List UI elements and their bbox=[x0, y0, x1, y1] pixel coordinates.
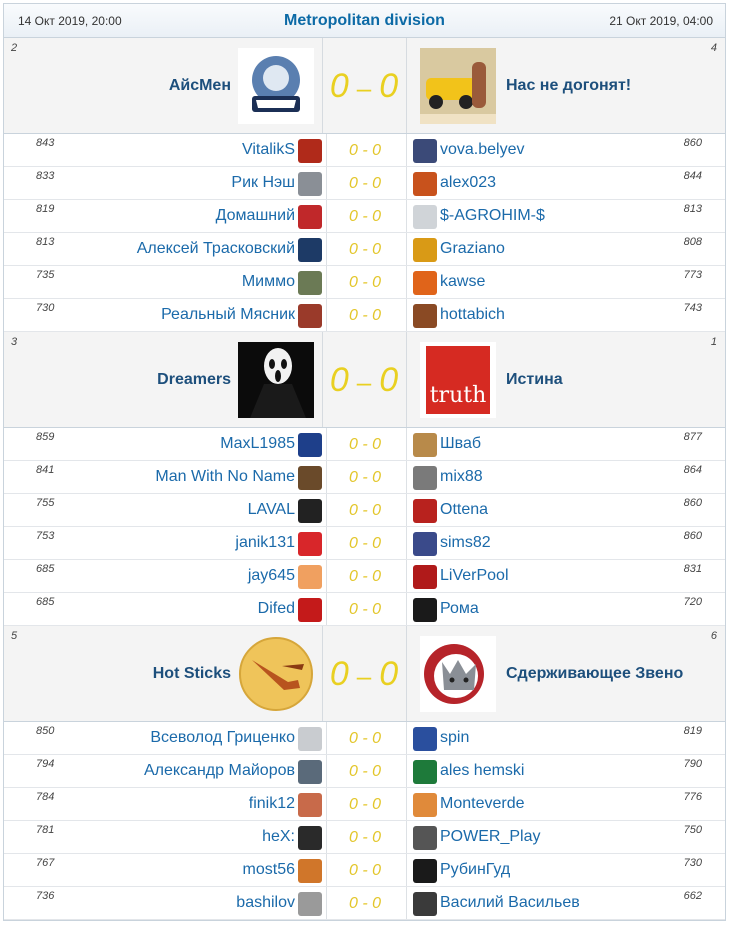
player-matchup-row bbox=[4, 200, 725, 233]
player-matchup-row bbox=[4, 722, 725, 755]
right-player-name[interactable]: Рома bbox=[440, 600, 479, 617]
division-title[interactable]: Metropolitan division bbox=[284, 12, 445, 29]
player-matchup-row bbox=[4, 299, 725, 332]
divider bbox=[406, 722, 407, 754]
divider bbox=[406, 332, 407, 427]
left-player-avatar[interactable] bbox=[298, 760, 322, 784]
right-player-avatar[interactable] bbox=[413, 238, 437, 262]
left-player-name[interactable]: LAVAL bbox=[247, 501, 295, 518]
right-player-name[interactable]: kawse bbox=[440, 273, 486, 290]
player-score: 0 - 0 bbox=[348, 601, 381, 618]
left-team-seed: 2 bbox=[11, 42, 18, 54]
match-header bbox=[4, 332, 725, 428]
right-player-name[interactable]: Шваб bbox=[440, 435, 482, 452]
divider bbox=[406, 788, 407, 820]
left-player-avatar[interactable] bbox=[298, 499, 322, 523]
right-player-name[interactable]: hottabich bbox=[440, 306, 505, 323]
right-player-avatar[interactable] bbox=[413, 205, 437, 229]
divider bbox=[406, 494, 407, 526]
left-player-name[interactable]: Реальный Мясник bbox=[161, 306, 295, 323]
score-separator: – bbox=[356, 661, 372, 691]
left-player-rating: 736 bbox=[36, 890, 55, 902]
right-player-rating: 790 bbox=[683, 758, 702, 770]
player-matchup-row bbox=[4, 428, 725, 461]
ghost-mask-logo-icon[interactable] bbox=[238, 342, 314, 418]
left-player-name[interactable]: jay645 bbox=[247, 567, 295, 584]
left-player-name[interactable]: Всеволод Гриценко bbox=[150, 729, 295, 746]
iceman-logo-icon[interactable] bbox=[238, 48, 314, 124]
right-player-avatar[interactable] bbox=[413, 139, 437, 163]
right-player-rating: 831 bbox=[683, 563, 702, 575]
left-player-avatar[interactable] bbox=[298, 172, 322, 196]
right-player-name[interactable]: POWER_Play bbox=[440, 828, 541, 845]
left-player-name[interactable]: most56 bbox=[242, 861, 295, 878]
left-player-name[interactable]: Александр Майоров bbox=[143, 762, 295, 779]
divider bbox=[406, 755, 407, 787]
left-player-name[interactable]: Домашний bbox=[215, 207, 295, 224]
right-player-rating: 720 bbox=[683, 596, 702, 608]
division-header bbox=[4, 4, 725, 38]
left-player-rating: 850 bbox=[36, 725, 55, 737]
left-player-rating: 781 bbox=[36, 824, 55, 836]
left-player-avatar[interactable] bbox=[298, 532, 322, 556]
left-player-name[interactable]: finik12 bbox=[248, 795, 295, 812]
right-player-name[interactable]: ales hemski bbox=[440, 762, 525, 779]
player-score: 0 - 0 bbox=[348, 175, 381, 192]
player-matchup-row bbox=[4, 593, 725, 626]
right-player-avatar[interactable] bbox=[413, 499, 437, 523]
truth-logo-icon[interactable] bbox=[420, 342, 496, 418]
left-player-name[interactable]: Man With No Name bbox=[155, 468, 295, 485]
score-separator: – bbox=[356, 367, 372, 397]
divider bbox=[406, 266, 407, 298]
left-player-avatar[interactable] bbox=[298, 826, 322, 850]
left-player-rating: 735 bbox=[36, 269, 55, 281]
right-player-avatar[interactable] bbox=[413, 892, 437, 916]
right-player-rating: 860 bbox=[683, 137, 702, 149]
left-player-avatar[interactable] bbox=[298, 466, 322, 490]
left-player-rating: 843 bbox=[36, 137, 55, 149]
right-player-name[interactable]: alex023 bbox=[440, 174, 497, 191]
right-player-avatar[interactable] bbox=[413, 793, 437, 817]
right-player-name[interactable]: Monteverde bbox=[440, 795, 525, 812]
yellow-car-logo-icon[interactable] bbox=[420, 48, 496, 124]
divider bbox=[406, 887, 407, 919]
left-player-name[interactable]: VitalikS bbox=[241, 141, 295, 158]
divider bbox=[406, 821, 407, 853]
start-date: 14 Окт 2019, 20:00 bbox=[18, 14, 122, 28]
right-player-avatar[interactable] bbox=[413, 304, 437, 328]
left-player-avatar[interactable] bbox=[298, 793, 322, 817]
player-matchup-row bbox=[4, 788, 725, 821]
right-player-name[interactable]: vova.belyev bbox=[440, 141, 525, 158]
left-player-rating: 685 bbox=[36, 596, 55, 608]
left-player-rating: 819 bbox=[36, 203, 55, 215]
right-player-name[interactable]: Василий Васильев bbox=[440, 894, 580, 911]
left-team-score: 0 bbox=[329, 67, 349, 105]
player-matchup-row bbox=[4, 494, 725, 527]
player-matchup-row bbox=[4, 560, 725, 593]
left-player-name[interactable]: Миммо bbox=[241, 273, 295, 290]
player-matchup-row bbox=[4, 461, 725, 494]
right-player-rating: 773 bbox=[683, 269, 702, 281]
left-player-rating: 841 bbox=[36, 464, 55, 476]
right-player-rating: 860 bbox=[683, 497, 702, 509]
right-player-avatar[interactable] bbox=[413, 565, 437, 589]
divider bbox=[406, 854, 407, 886]
player-score: 0 - 0 bbox=[348, 469, 381, 486]
left-player-avatar[interactable] bbox=[298, 433, 322, 457]
left-team-name[interactable]: АйсМен bbox=[168, 77, 231, 94]
divider bbox=[406, 626, 407, 721]
match-header bbox=[4, 38, 725, 134]
right-player-rating: 864 bbox=[683, 464, 702, 476]
player-matchup-row bbox=[4, 527, 725, 560]
divider bbox=[406, 167, 407, 199]
right-player-rating: 813 bbox=[683, 203, 702, 215]
right-player-rating: 662 bbox=[683, 890, 702, 902]
right-player-avatar[interactable] bbox=[413, 271, 437, 295]
right-player-rating: 808 bbox=[683, 236, 702, 248]
left-player-rating: 833 bbox=[36, 170, 55, 182]
player-score: 0 - 0 bbox=[348, 535, 381, 552]
left-team-score: 0 bbox=[329, 361, 349, 399]
right-player-avatar[interactable] bbox=[413, 172, 437, 196]
player-matchup-row bbox=[4, 854, 725, 887]
left-team-name[interactable]: Hot Sticks bbox=[152, 665, 231, 682]
left-player-name[interactable]: janik131 bbox=[235, 534, 295, 551]
svg-text:truth: truth bbox=[429, 383, 487, 408]
divider bbox=[406, 428, 407, 460]
left-player-avatar[interactable] bbox=[298, 565, 322, 589]
left-player-avatar[interactable] bbox=[298, 205, 322, 229]
divider bbox=[406, 200, 407, 232]
divider bbox=[406, 299, 407, 331]
left-team-name[interactable]: Dreamers bbox=[157, 371, 231, 388]
player-score: 0 - 0 bbox=[348, 274, 381, 291]
left-player-name[interactable]: Difed bbox=[257, 600, 295, 617]
left-player-avatar[interactable] bbox=[298, 727, 322, 751]
left-player-avatar[interactable] bbox=[298, 304, 322, 328]
right-player-name[interactable]: sims82 bbox=[440, 534, 491, 551]
right-player-name[interactable]: РубинГуд bbox=[440, 861, 511, 878]
right-team-seed: 1 bbox=[710, 336, 717, 348]
left-player-rating: 794 bbox=[36, 758, 55, 770]
match-header bbox=[4, 626, 725, 722]
left-team-seed: 3 bbox=[11, 336, 18, 348]
right-team-name[interactable]: Сдерживающее Звено bbox=[506, 665, 684, 682]
right-player-name[interactable]: mix88 bbox=[440, 468, 483, 485]
divider bbox=[406, 593, 407, 625]
player-score: 0 - 0 bbox=[348, 862, 381, 879]
player-matchup-row bbox=[4, 887, 725, 920]
player-score: 0 - 0 bbox=[348, 568, 381, 585]
right-player-name[interactable]: Graziano bbox=[440, 240, 505, 257]
player-score: 0 - 0 bbox=[348, 829, 381, 846]
right-player-name[interactable]: spin bbox=[440, 729, 470, 746]
hockey-stick-logo-icon[interactable] bbox=[238, 636, 314, 712]
divider bbox=[406, 233, 407, 265]
left-player-name[interactable]: Рик Нэш bbox=[231, 174, 295, 191]
player-matchup-row bbox=[4, 233, 725, 266]
left-player-name[interactable]: heX: bbox=[262, 828, 295, 845]
divider bbox=[406, 38, 407, 133]
player-score: 0 - 0 bbox=[348, 895, 381, 912]
left-player-name[interactable]: MaxL1985 bbox=[220, 435, 295, 452]
player-score: 0 - 0 bbox=[348, 241, 381, 258]
end-date: 21 Окт 2019, 04:00 bbox=[609, 14, 713, 28]
right-player-avatar[interactable] bbox=[413, 532, 437, 556]
divider bbox=[406, 461, 407, 493]
divider bbox=[406, 134, 407, 166]
right-player-name[interactable]: Ottena bbox=[440, 501, 489, 518]
right-player-rating: 819 bbox=[683, 725, 702, 737]
right-player-avatar[interactable] bbox=[413, 859, 437, 883]
right-team-seed: 4 bbox=[710, 42, 717, 54]
left-player-avatar[interactable] bbox=[298, 892, 322, 916]
player-score: 0 - 0 bbox=[348, 142, 381, 159]
player-score: 0 - 0 bbox=[348, 730, 381, 747]
player-score: 0 - 0 bbox=[348, 436, 381, 453]
right-player-rating: 844 bbox=[683, 170, 702, 182]
right-player-avatar[interactable] bbox=[413, 826, 437, 850]
left-player-avatar[interactable] bbox=[298, 238, 322, 262]
player-matchup-row bbox=[4, 821, 725, 854]
player-matchup-row bbox=[4, 755, 725, 788]
wolf-logo-icon[interactable] bbox=[420, 636, 496, 712]
left-player-rating: 767 bbox=[36, 857, 55, 869]
right-player-avatar[interactable] bbox=[413, 760, 437, 784]
bracket-card bbox=[3, 3, 726, 921]
right-player-name[interactable]: LiVerPool bbox=[440, 567, 509, 584]
match-score bbox=[322, 626, 406, 722]
player-matchup-row bbox=[4, 266, 725, 299]
player-matchup-row bbox=[4, 134, 725, 167]
left-player-rating: 813 bbox=[36, 236, 55, 248]
player-score: 0 - 0 bbox=[348, 763, 381, 780]
player-matchup-row bbox=[4, 167, 725, 200]
right-player-avatar[interactable] bbox=[413, 727, 437, 751]
player-score: 0 - 0 bbox=[348, 502, 381, 519]
right-team-score: 0 bbox=[379, 655, 399, 693]
right-team-name[interactable]: Истина bbox=[506, 371, 563, 388]
right-player-avatar[interactable] bbox=[413, 466, 437, 490]
right-player-rating: 877 bbox=[683, 431, 702, 443]
divider bbox=[406, 527, 407, 559]
left-player-rating: 730 bbox=[36, 302, 55, 314]
right-player-avatar[interactable] bbox=[413, 433, 437, 457]
score-separator: – bbox=[356, 73, 372, 103]
match-score bbox=[322, 332, 406, 428]
right-player-rating: 776 bbox=[683, 791, 702, 803]
divider bbox=[406, 560, 407, 592]
right-team-score: 0 bbox=[379, 361, 399, 399]
right-team-seed: 6 bbox=[710, 630, 717, 642]
right-team-score: 0 bbox=[379, 67, 399, 105]
right-player-rating: 743 bbox=[683, 302, 702, 314]
player-score: 0 - 0 bbox=[348, 796, 381, 813]
right-player-rating: 860 bbox=[683, 530, 702, 542]
left-player-avatar[interactable] bbox=[298, 859, 322, 883]
match-score bbox=[322, 38, 406, 134]
left-team-score: 0 bbox=[329, 655, 349, 693]
left-player-name[interactable]: bashilov bbox=[236, 894, 295, 911]
right-player-rating: 730 bbox=[683, 857, 702, 869]
left-player-rating: 755 bbox=[36, 497, 55, 509]
left-team-seed: 5 bbox=[11, 630, 18, 642]
right-player-rating: 750 bbox=[683, 824, 702, 836]
left-player-avatar[interactable] bbox=[298, 598, 322, 622]
right-team-name[interactable]: Нас не догонят! bbox=[506, 77, 632, 94]
left-player-rating: 859 bbox=[36, 431, 55, 443]
left-player-rating: 685 bbox=[36, 563, 55, 575]
left-player-rating: 753 bbox=[36, 530, 55, 542]
left-player-avatar[interactable] bbox=[298, 139, 322, 163]
right-player-name[interactable]: $-AGROHIM-$ bbox=[440, 207, 545, 224]
right-player-avatar[interactable] bbox=[413, 598, 437, 622]
player-score: 0 - 0 bbox=[348, 208, 381, 225]
player-score: 0 - 0 bbox=[348, 307, 381, 324]
left-player-name[interactable]: Алексей Трасковский bbox=[136, 240, 295, 257]
left-player-avatar[interactable] bbox=[298, 271, 322, 295]
left-player-rating: 784 bbox=[36, 791, 55, 803]
